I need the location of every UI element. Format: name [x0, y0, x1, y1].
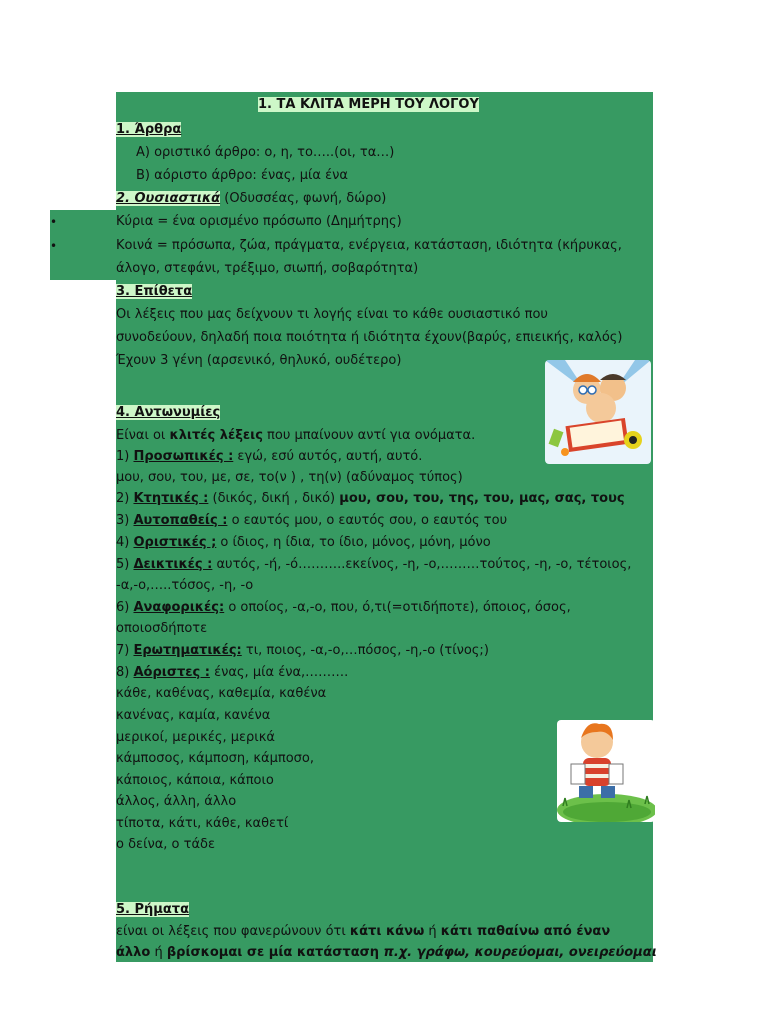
indefinite-list-item: κάποιος, κάποια, κάποιο	[116, 773, 274, 788]
section-2-examples: (Οδυσσέας, φωνή, δώρο)	[220, 191, 387, 206]
page-title-text: 1. ΤΑ ΚΛΙΤΑ ΜΕΡΗ ΤΟΥ ΛΟΓΟΥ	[258, 97, 479, 112]
pronoun-possessive	[116, 490, 625, 508]
pronoun-demonstrative-2: -α,-ο,…..τόσος, -η, -ο	[116, 578, 254, 593]
pronoun-personal-weak: μου, σου, του, με, σε, το(ν ) , τη(ν) (αδύναμος τύπος)	[116, 470, 463, 485]
item-text: ο εαυτός μου, ο εαυτός σου, ο εαυτός του	[227, 513, 508, 528]
item-text: ο οποίος, -α,-ο, που, ό,τι(=οτιδήποτε), όποιος, όσος,	[224, 600, 571, 615]
pronoun-reflexive	[116, 512, 507, 530]
item-text: ο ίδιος, η ίδια, το ίδιο, μόνος, μόνη, μόνο	[216, 535, 491, 550]
pronoun-indefinite	[116, 664, 348, 682]
indefinite-list-item: τίποτα, κάτι, κάθε, καθετί	[116, 816, 289, 831]
section-5-title: 5. Ρήματα	[116, 902, 190, 917]
item-number: 8)	[116, 665, 134, 680]
indefinite-list-item: άλλος, άλλη, άλλο	[116, 794, 237, 809]
intro-text-bold: κλιτές λέξεις	[169, 428, 263, 443]
section-2-koina-1: Κοινά = πρόσωπα, ζώα, πράγματα, ενέργεια, κατάσταση, ιδιότητα (κήρυκας,	[116, 238, 622, 253]
pronoun-personal	[116, 448, 422, 466]
section-4-intro	[116, 427, 475, 445]
section-2-koina-2: άλογο, στεφάνι, τρέξιμο, σιωπή, σοβαρότητα)	[116, 261, 419, 276]
intro-text-c: που μπαίνουν αντί για ονόματα.	[262, 428, 476, 443]
item-number: 6)	[116, 600, 134, 615]
verb-def-e: άλλο	[116, 945, 151, 960]
verb-examples: π.χ. γράφω, κουρεύομαι, ονειρεύομαι	[379, 945, 657, 960]
verb-def-g: βρίσκομαι σε μία κατάσταση	[166, 945, 380, 960]
kids-reading-book-image	[545, 360, 651, 464]
item-text: (δικός, δική , δικό)	[208, 491, 340, 506]
bullet-2: •	[50, 239, 58, 253]
item-number: 5)	[116, 557, 134, 572]
section-2-kyria: Κύρια = ένα ορισμένο πρόσωπο (Δημήτρης)	[116, 214, 402, 229]
section-5-line-1	[116, 923, 610, 941]
item-number: 7)	[116, 643, 134, 658]
section-2-title: 2. Ουσιαστικά	[116, 191, 221, 206]
section-1-title: 1. Άρθρα	[116, 122, 182, 137]
section-1-heading	[116, 121, 181, 139]
section-3-line-3: Έχουν 3 γένη (αρσενικό, θηλυκό, ουδέτερο)	[116, 353, 402, 368]
item-number: 4)	[116, 535, 134, 550]
item-text: ένας, μία ένα,……….	[209, 665, 349, 680]
pronoun-definite	[116, 534, 491, 552]
verb-def-a: είναι οι λέξεις που φανερώνουν ότι	[116, 924, 350, 939]
pronoun-relative-2: οποιοσδήποτε	[116, 621, 208, 636]
page-title	[258, 96, 479, 114]
boy-reading-on-grass-image	[557, 720, 655, 822]
bullet-1: •	[50, 215, 58, 229]
section-3-heading	[116, 283, 192, 301]
verb-def-c: ή	[424, 924, 441, 939]
item-text: εγώ, εσύ αυτός, αυτή, αυτό.	[233, 449, 423, 464]
section-1-line-b: Β) αόριστο άρθρο: ένας, μία ένα	[136, 168, 348, 183]
pronoun-interrogative	[116, 642, 489, 660]
item-text: αυτός, -ή, -ό………..εκείνος, -η, -ο,………τούτος, -η, -ο, τέτοιος,	[212, 557, 632, 572]
pronoun-relative	[116, 599, 571, 617]
item-number: 2)	[116, 491, 134, 506]
item-text: τι, ποιος, -α,-ο,…πόσος, -η,-ο (τίνος;)	[241, 643, 489, 658]
item-number: 3)	[116, 513, 134, 528]
verb-def-d: κάτι παθαίνω από έναν	[440, 924, 611, 939]
section-3-title: 3. Επίθετα	[116, 284, 193, 299]
item-label: Αυτοπαθείς :	[133, 513, 228, 528]
pronoun-demonstrative	[116, 556, 631, 574]
item-label: Προσωπικές :	[133, 449, 234, 464]
item-number: 1)	[116, 449, 134, 464]
item-label: Οριστικές ;	[133, 535, 217, 550]
item-label: Αναφορικές:	[133, 600, 225, 615]
section-5-heading	[116, 901, 189, 919]
section-1-line-a: Α) οριστικό άρθρο: ο, η, το…..(οι, τα…)	[136, 145, 395, 160]
verb-def-b: κάτι κάνω	[349, 924, 425, 939]
indefinite-list-item: κάθε, καθένας, καθεμία, καθένα	[116, 686, 327, 701]
section-2-heading	[116, 190, 386, 208]
bullet-band	[50, 210, 116, 280]
intro-text-a: Είναι οι	[116, 428, 170, 443]
indefinite-list-item: κανένας, καμία, κανένα	[116, 708, 271, 723]
item-bold-text: μου, σου, του, της, του, μας, σας, τους	[339, 491, 625, 506]
item-label: Δεικτικές :	[133, 557, 213, 572]
indefinite-list-item: κάμποσος, κάμποση, κάμποσο,	[116, 751, 315, 766]
indefinite-list-item: μερικοί, μερικές, μερικά	[116, 730, 275, 745]
section-4-heading	[116, 404, 220, 422]
item-label: Κτητικές :	[133, 491, 209, 506]
verb-def-f: ή	[150, 945, 167, 960]
indefinite-list-item: ο δείνα, ο τάδε	[116, 837, 216, 852]
section-5-line-2	[116, 944, 657, 962]
section-3-line-2: συνοδεύουν, δηλαδή ποια ποιότητα ή ιδιότητα έχουν(βαρύς, επιεικής, καλός)	[116, 330, 623, 345]
section-3-line-1: Οι λέξεις που μας δείχνουν τι λογής είναι το κάθε ουσιαστικό που	[116, 307, 548, 322]
section-4-title: 4. Αντωνυμίες	[116, 405, 221, 420]
item-label: Αόριστες :	[133, 665, 210, 680]
item-label: Ερωτηματικές:	[133, 643, 242, 658]
